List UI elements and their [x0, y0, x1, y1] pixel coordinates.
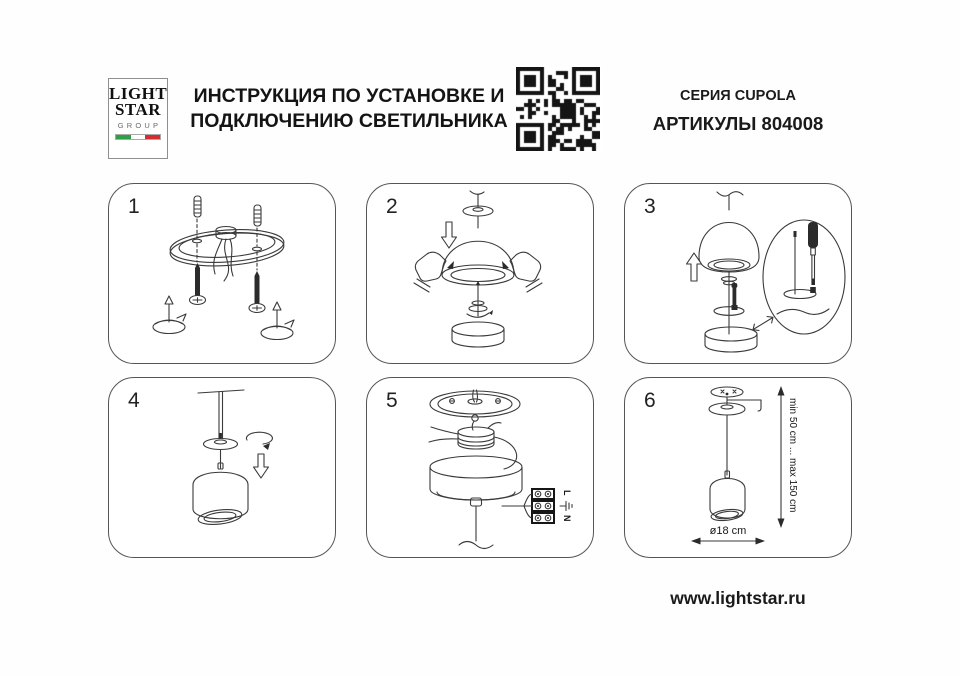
detail-arrow-icon [753, 317, 773, 331]
canopy-cylinder-icon [430, 456, 522, 506]
step-6-number: 6 [644, 389, 656, 412]
detail-inset [763, 220, 845, 334]
dowel-icon [194, 196, 261, 226]
step-3-panel [624, 183, 852, 364]
logo-line-2: STAR [114, 100, 162, 119]
diameter-label: ø18 cm [709, 525, 747, 537]
ceiling-bracket-icon [198, 390, 244, 393]
logo-line-1: LIGHT [109, 84, 168, 103]
series-label: СЕРИЯ CUPOLA [680, 88, 796, 104]
screwdriver-icon [808, 222, 818, 285]
step-5-number: 5 [386, 389, 398, 412]
step-3-number: 3 [644, 195, 656, 218]
down-arrow-icon [254, 454, 269, 478]
height-range-label: min 50 cm ... max 150 cm [787, 398, 798, 513]
rotate-arrow-icon [246, 432, 272, 450]
product-info [622, 88, 854, 135]
down-arrow-icon [442, 222, 457, 248]
terminal-block [502, 489, 572, 523]
height-dimension-arrow [778, 386, 799, 528]
glass-shade-icon [442, 241, 514, 275]
lightstar-logo [108, 78, 168, 159]
step-1-panel [108, 183, 336, 364]
ceiling-plate-icon [169, 226, 285, 281]
step-5-illustration [367, 378, 595, 556]
earth-ground-icon [560, 502, 572, 511]
step-6-panel [624, 377, 852, 558]
cable-icon [494, 437, 517, 469]
grub-screw-icon [732, 283, 738, 305]
step-2-number: 2 [386, 195, 398, 218]
step-4-illustration [109, 378, 337, 556]
terminal-l-label: L [562, 490, 572, 496]
ceiling-wire-icon [717, 192, 743, 196]
italian-flag-icon [115, 134, 161, 140]
title-line-1: ИНСТРУКЦИЯ ПО УСТАНОВКЕ И [193, 85, 505, 107]
connector-icon [429, 423, 501, 449]
step-6-illustration [625, 378, 853, 556]
hand-icon [414, 252, 454, 292]
step-1-illustration [109, 184, 337, 362]
step-3-illustration [625, 184, 853, 362]
hand-icon [502, 252, 542, 292]
qr-code-icon [516, 67, 600, 151]
logo-line-3: GROUP [117, 121, 162, 130]
step-2-panel [366, 183, 594, 364]
step-1-number: 1 [128, 195, 140, 218]
ceiling-plate-icon [430, 390, 520, 430]
article-number: АРТИКУЛЫ 804008 [652, 113, 824, 134]
step-4-number: 4 [128, 389, 140, 412]
cover-ring-icon [153, 296, 294, 340]
step-5-panel [366, 377, 594, 558]
step-4-panel [108, 377, 336, 558]
website-url: www.lightstar.ru [670, 588, 806, 608]
step-2-illustration [367, 184, 595, 362]
page-title [183, 84, 515, 134]
lamp-body-icon [452, 322, 504, 347]
screw-icon [190, 263, 266, 313]
diameter-dimension-arrow [691, 525, 765, 545]
lamp-base-icon [705, 327, 757, 352]
terminal-n-label: N [562, 515, 572, 522]
title-line-2: ПОДКЛЮЧЕНИЮ СВЕТИЛЬНИКА [190, 110, 508, 132]
lamp-body-icon [710, 479, 745, 519]
qr-code [516, 67, 602, 153]
ceiling-wire-icon [470, 191, 484, 194]
ceiling-mount-icon [709, 387, 761, 415]
